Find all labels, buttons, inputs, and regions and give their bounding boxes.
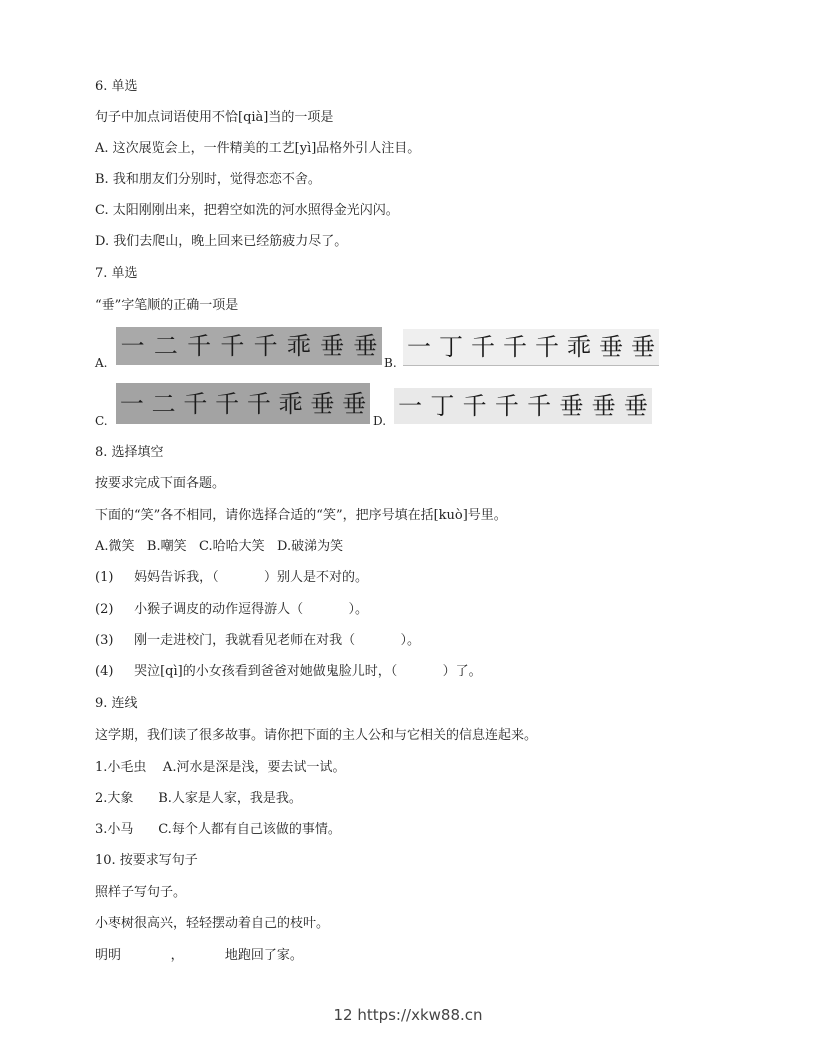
q10-instruction: 照样子写句子。 — [95, 885, 187, 900]
stroke-order-a-stroke-8: 垂 — [353, 332, 378, 360]
q9-stem: 这学期，我们读了很多故事。请你把下面的主人公和与它相关的信息连起来。 — [95, 728, 538, 743]
q9-row-3: 3.小马 C.每个人都有自己该做的事情。 — [95, 822, 341, 837]
stroke-order-d-stroke-8: 垂 — [623, 392, 648, 420]
option-d-label: D. — [373, 414, 387, 428]
stroke-order-c-stroke-2: 二 — [151, 389, 176, 418]
q8-item-3: (3) 刚一走进校门，我就看见老师在对我（ ）。 — [95, 633, 421, 648]
q8-item-1: (1) 妈妈告诉我，（ ）别人是不对的。 — [95, 570, 369, 585]
stroke-order-a-stroke-4: 千 — [220, 332, 245, 360]
stroke-order-c-stroke-3: 千 — [183, 389, 208, 418]
stroke-order-b-stroke-6: 乖 — [567, 333, 591, 361]
q8-title: 8. 选择填空 — [95, 445, 164, 460]
q7-stem: “垂”字笔顺的正确一项是 — [95, 298, 239, 313]
stroke-order-c-stroke-7: 垂 — [310, 389, 335, 418]
q6-title: 6. 单选 — [95, 79, 138, 94]
stroke-order-d-stroke-4: 千 — [494, 392, 519, 420]
stroke-order-d-stroke-7: 垂 — [591, 392, 616, 420]
stroke-order-c-stroke-4: 千 — [215, 389, 240, 418]
stroke-order-a-stroke-7: 垂 — [320, 332, 345, 360]
q8-stem: 下面的“笑”各不相同，请你选择合适的“笑”，把序号填在括[kuò]号里。 — [95, 508, 507, 523]
q9-row-2: 2.大象 B.人家是人家，我是我。 — [95, 791, 302, 806]
stroke-order-d-stroke-6: 垂 — [559, 392, 584, 420]
stroke-order-b-image — [403, 329, 659, 366]
stroke-order-a-stroke-2: 二 — [153, 332, 178, 360]
q10-fill: 明明 ， 地跑回了家。 — [95, 948, 303, 963]
stroke-order-b-stroke-7: 垂 — [599, 333, 623, 361]
q10-example: 小枣树很高兴，轻轻摆动着自己的枝叶。 — [95, 916, 330, 931]
q9-row-1: 1.小毛虫 A.河水是深是浅，要去试一试。 — [95, 760, 346, 775]
q9-title: 9. 连线 — [95, 696, 138, 711]
stroke-order-d-stroke-5: 千 — [527, 392, 552, 420]
stroke-order-d-stroke-1: 一 — [398, 392, 423, 420]
q10-title: 10. 按要求写句子 — [95, 853, 198, 868]
q6-option-b: B. 我和朋友们分别时，觉得恋恋不舍。 — [95, 172, 321, 187]
option-b-label: B. — [384, 356, 397, 370]
stroke-order-d-stroke-3: 千 — [462, 392, 487, 420]
stroke-order-c-stroke-6: 乖 — [278, 389, 303, 418]
q6-option-d: D. 我们去爬山，晚上回来已经筋疲力尽了。 — [95, 234, 348, 249]
q8-item-4: (4) 哭泣[qì]的小女孩看到爸爸对她做鬼脸儿时，（ ）了。 — [95, 664, 482, 679]
stroke-order-b-stroke-1: 一 — [407, 333, 431, 361]
page-footer: 12 https://xkw88.cn — [333, 1006, 483, 1024]
stroke-order-a-stroke-3: 千 — [187, 332, 212, 360]
q8-instruction: 按要求完成下面各题。 — [95, 476, 226, 491]
q6-option-c: C. 太阳刚刚出来，把碧空如洗的河水照得金光闪闪。 — [95, 203, 399, 218]
stroke-order-b-stroke-3: 千 — [471, 333, 495, 361]
option-c-label: C. — [95, 414, 108, 428]
stroke-order-b-stroke-2: 丁 — [439, 333, 463, 361]
q8-item-2: (2) 小猴子调皮的动作逗得游人（ ）。 — [95, 602, 369, 617]
stroke-order-a-stroke-6: 乖 — [286, 332, 311, 360]
stroke-order-c-stroke-5: 千 — [246, 389, 271, 418]
stroke-order-a-image — [116, 327, 382, 365]
stroke-order-b-stroke-8: 垂 — [631, 333, 655, 361]
stroke-order-c-image — [116, 383, 370, 424]
q8-choices: A.微笑 B.嘲笑 C.哈哈大笑 D.破涕为笑 — [95, 539, 344, 554]
q6-stem: 句子中加点词语使用不恰[qià]当的一项是 — [95, 110, 334, 125]
stroke-order-c-stroke-8: 垂 — [342, 389, 367, 418]
stroke-order-d-image — [394, 388, 652, 424]
stroke-order-c-stroke-1: 一 — [119, 389, 144, 418]
stroke-order-b-stroke-5: 千 — [535, 333, 559, 361]
stroke-order-a-stroke-1: 一 — [120, 332, 145, 360]
stroke-order-d-stroke-2: 丁 — [430, 392, 455, 420]
option-a-label: A. — [95, 356, 108, 370]
q7-title: 7. 单选 — [95, 266, 138, 281]
q6-option-a: A. 这次展览会上，一件精美的工艺[yì]品格外引人注目。 — [95, 141, 421, 156]
stroke-order-b-stroke-4: 千 — [503, 333, 527, 361]
stroke-order-a-stroke-5: 千 — [253, 332, 278, 360]
